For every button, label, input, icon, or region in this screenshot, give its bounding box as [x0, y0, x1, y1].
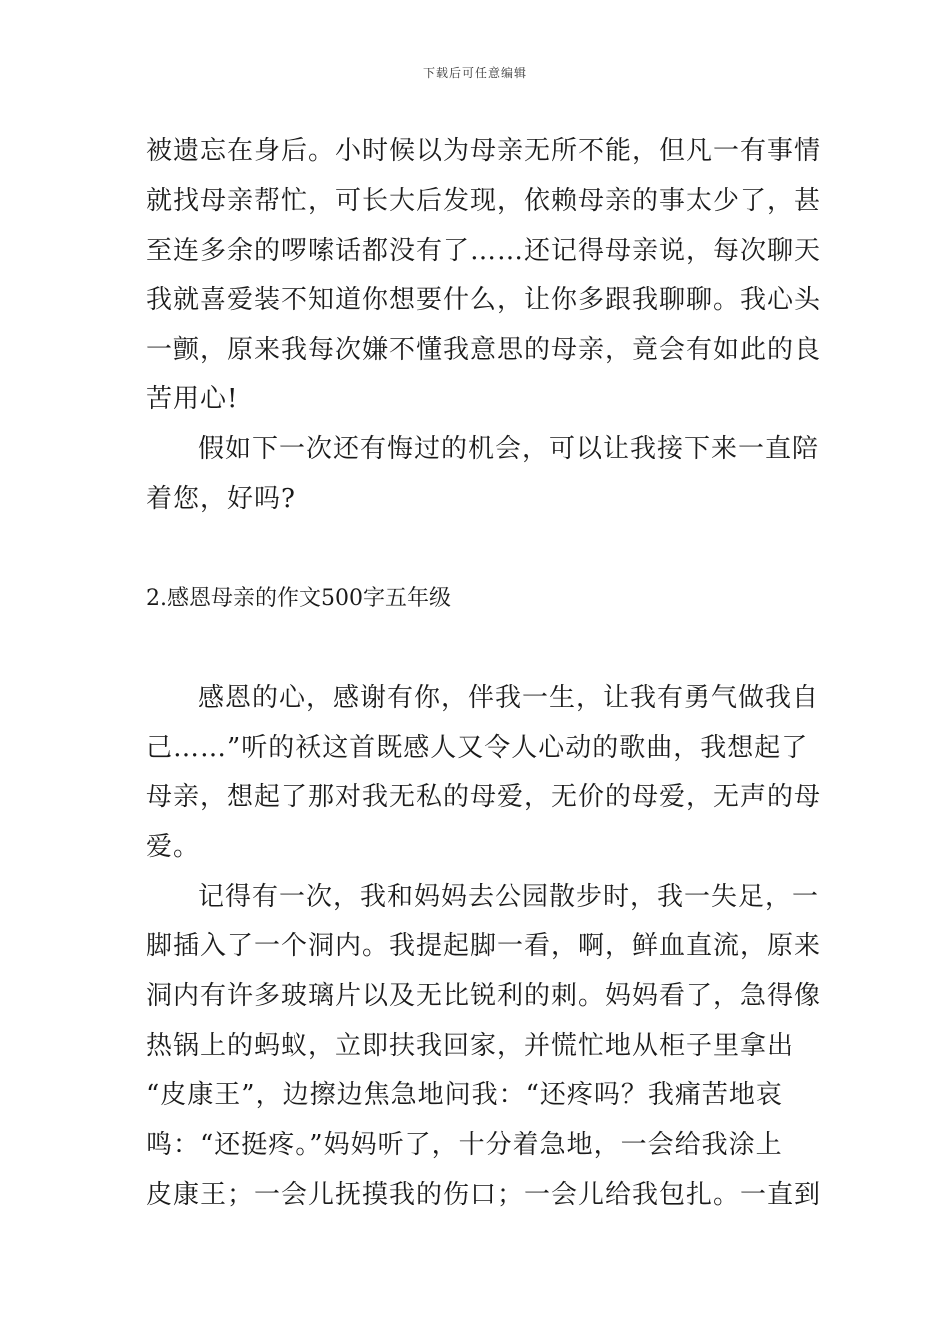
text-line: 一颤，原来我每次嫌不懂我意思的母亲，竟会有如此的良 — [146, 335, 822, 365]
text-line: 热锅上的蚂蚁，立即扶我回家，并慌忙地从柜子里拿出 — [146, 1031, 795, 1061]
text-line: 就找母亲帮忙，可长大后发现，依赖母亲的事太少了，甚 — [146, 186, 822, 216]
text-line: 感恩的心，感谢有你，伴我一生，让我有勇气做我自 — [198, 683, 820, 713]
text-line: 假如下一次还有悔过的机会，可以让我接下来一直陪 — [198, 434, 820, 464]
text-line: 母亲，想起了那对我无私的母爱，无价的母爱，无声的母 — [146, 782, 822, 812]
text-line: 脚插入了一个洞内。我提起脚一看，啊，鲜血直流，原来 — [146, 931, 822, 961]
text-line: 洞内有许多玻璃片以及无比锐利的刺。妈妈看了，急得像 — [146, 981, 822, 1011]
text-line: “皮康王”，边擦边焦急地问我：“还疼吗？我痛苦地哀 — [146, 1080, 783, 1110]
text-line: 我就喜爱装不知道你想要什么，让你多跟我聊聊。我心头 — [146, 285, 822, 315]
text-line: 己……”听的袄这首既感人又令人心动的歌曲，我想起了 — [146, 733, 809, 763]
text-line: 记得有一次，我和妈妈去公园散步时，我一失足，一 — [198, 882, 820, 912]
text-line: 鸣：“还挺疼。”妈妈听了，十分着急地，一会给我涂上 — [146, 1130, 783, 1160]
text-line: 苦用心! — [146, 384, 239, 414]
text-line: 皮康王；一会儿抚摸我的伤口；一会儿给我包扎。一直到 — [146, 1180, 822, 1210]
section-heading: 2.感恩母亲的作文500字五年级 — [146, 586, 451, 611]
text-line: 被遗忘在身后。小时候以为母亲无所不能，但凡一有事情 — [146, 136, 822, 166]
text-line: 着您，好吗? — [146, 484, 296, 514]
text-line: 至连多余的啰嗦话都没有了……还记得母亲说，每次聊天 — [146, 236, 822, 266]
text-line: 爱。 — [146, 832, 201, 862]
page-header: 下载后可任意编辑 — [422, 66, 527, 80]
